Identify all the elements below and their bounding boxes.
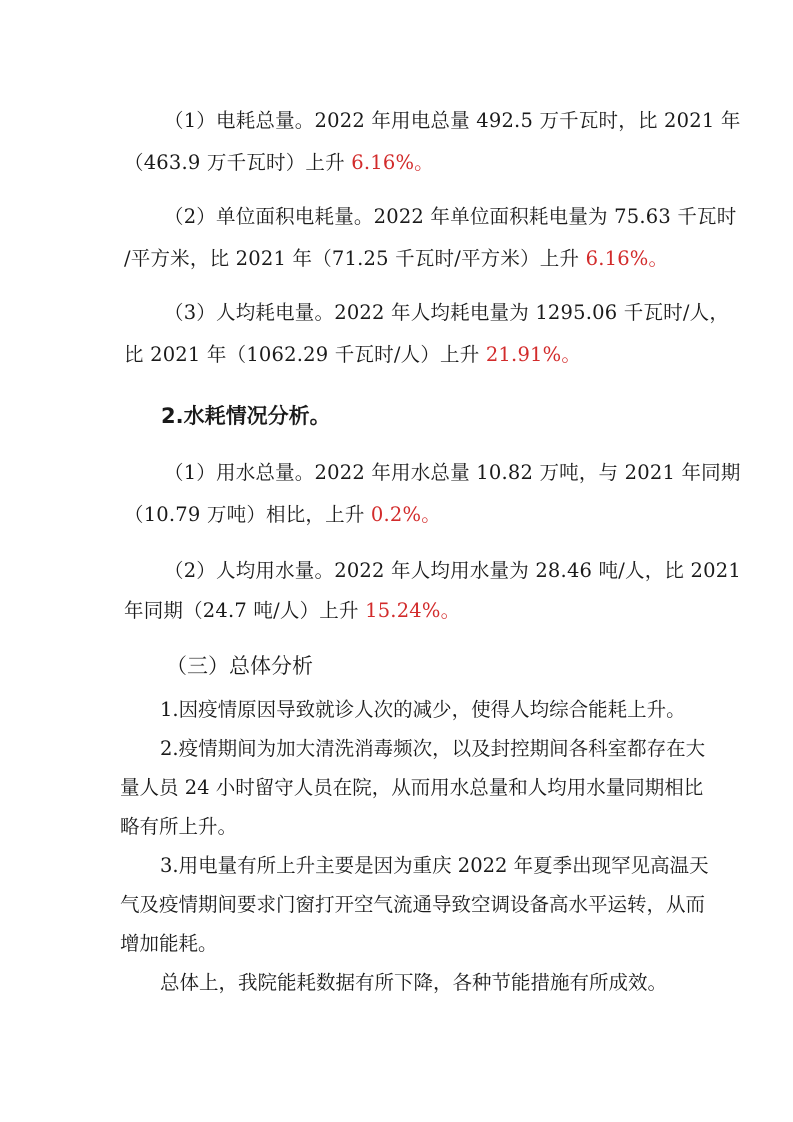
analysis-p2-line3: 略有所上升。 [120,815,238,838]
analysis-p3-line3: 增加能耗。 [120,932,218,955]
analysis-p1: 1.因疫情原因导致就诊人次的减少，使得人均综合能耗上升。 [160,698,686,721]
electricity-item2-percent: 6.16%。 [585,247,669,270]
water-item1-percent: 0.2%。 [370,503,441,526]
electricity-item3-percent: 21.91%。 [485,343,582,366]
electricity-item2-line2 [124,246,684,272]
water-item2-percent: 15.24%。 [365,599,461,622]
water-item1-line2 [124,502,684,528]
water-item1-text: （10.79 万吨）相比，上升 [124,503,371,526]
analysis-p3-line1: 3.用电量有所上升主要是因为重庆 2022 年夏季出现罕见高温天 [160,854,709,877]
water-item2-line1: （2）人均用水量。2022 年人均用水量为 28.46 吨/人，比 2021 [164,559,741,582]
analysis-heading: （三）总体分析 [166,654,313,678]
electricity-item3-line2 [124,342,684,368]
water-item1-line1: （1）用水总量。2022 年用水总量 10.82 万吨，与 2021 年同期 [164,461,741,484]
electricity-item2-text: /平方米，比 2021 年（71.25 千瓦时/平方米）上升 [124,247,586,270]
electricity-item1-line1: （1）电耗总量。2022 年用电总量 492.5 万千瓦时，比 2021 年 [164,109,741,132]
analysis-p3-line2: 气及疫情期间要求门窗打开空气流通导致空调设备高水平运转，从而 [120,893,706,916]
electricity-item1-percent: 6.16%。 [351,151,434,174]
electricity-item1-line2 [124,150,684,176]
electricity-item1-text: （463.9 万千瓦时）上升 [124,151,352,174]
analysis-p4: 总体上，我院能耗数据有所下降，各种节能措施有所成效。 [160,971,668,994]
water-item2-line2 [124,598,684,624]
water-item2-text: 年同期（24.7 吨/人）上升 [124,599,366,622]
water-heading: 2.水耗情况分析。 [161,404,331,428]
analysis-p2-line1: 2.疫情期间为加大清洗消毒频次，以及封控期间各科室都存在大 [160,737,706,760]
electricity-item3-line1: （3）人均耗电量。2022 年人均耗电量为 1295.06 千瓦时/人， [164,301,730,324]
electricity-item3-text: 比 2021 年（1062.29 千瓦时/人）上升 [124,343,486,366]
analysis-p2-line2: 量人员 24 小时留守人员在院，从而用水总量和人均用水量同期相比 [120,776,704,799]
electricity-item2-line1: （2）单位面积电耗量。2022 年单位面积耗电量为 75.63 千瓦时 [164,205,737,228]
